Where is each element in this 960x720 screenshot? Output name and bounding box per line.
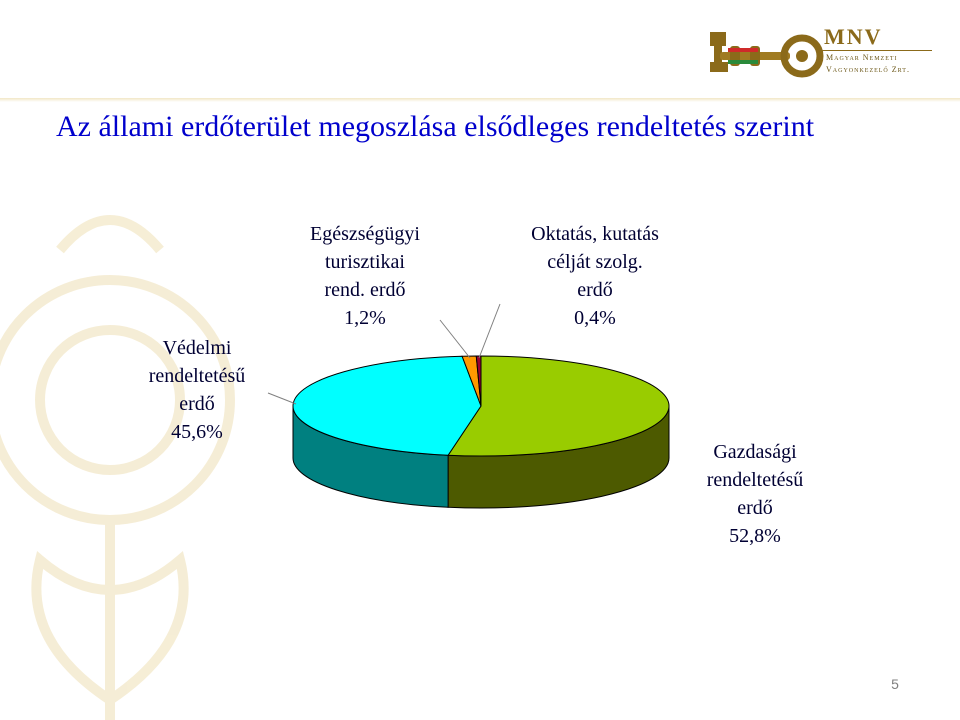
leader-line-2	[440, 320, 470, 358]
slice-label-1-line-3: 45,6%	[171, 421, 223, 443]
slice-label-3-line-2: erdő	[577, 279, 613, 301]
slice-label-2-line-0: Egészségügyi	[310, 223, 420, 245]
logo-name: MNV	[824, 24, 883, 49]
slice-label-1-line-2: erdő	[179, 393, 215, 415]
slice-label-2	[290, 220, 440, 332]
slice-label-0	[680, 438, 830, 550]
slice-label-0-line-2: erdő	[737, 497, 773, 519]
slice-label-3-line-0: Oktatás, kutatás	[531, 223, 659, 245]
slice-label-3-line-3: 0,4%	[574, 307, 616, 329]
leader-line-1	[268, 393, 296, 404]
slice-label-3	[500, 220, 690, 332]
slice-label-1-line-0: Védelmi	[162, 337, 232, 359]
slice-label-2-line-1: turisztikai	[325, 251, 405, 273]
leader-line-3	[479, 304, 500, 358]
logo-subtitle-line-1: Magyar Nemzeti	[826, 53, 898, 62]
slice-label-2-line-2: rend. erdő	[324, 279, 406, 301]
slide-title: Az állami erdőterület megoszlása elsődleges rendeltetés szerint	[56, 110, 815, 143]
slice-label-1	[122, 334, 272, 446]
slice-label-0-line-1: rendeltetésű	[706, 469, 804, 491]
slice-label-1-line-1: rendeltetésű	[148, 365, 246, 387]
slice-label-3-line-1: célját szolg.	[547, 251, 643, 273]
slice-label-0-line-0: Gazdasági	[713, 441, 797, 463]
slice-label-2-line-3: 1,2%	[344, 307, 386, 329]
slice-label-0-line-3: 52,8%	[729, 525, 781, 547]
logo-subtitle-line-2: Vagyonkezelő Zrt.	[826, 65, 910, 74]
page-number: 5	[891, 676, 899, 692]
